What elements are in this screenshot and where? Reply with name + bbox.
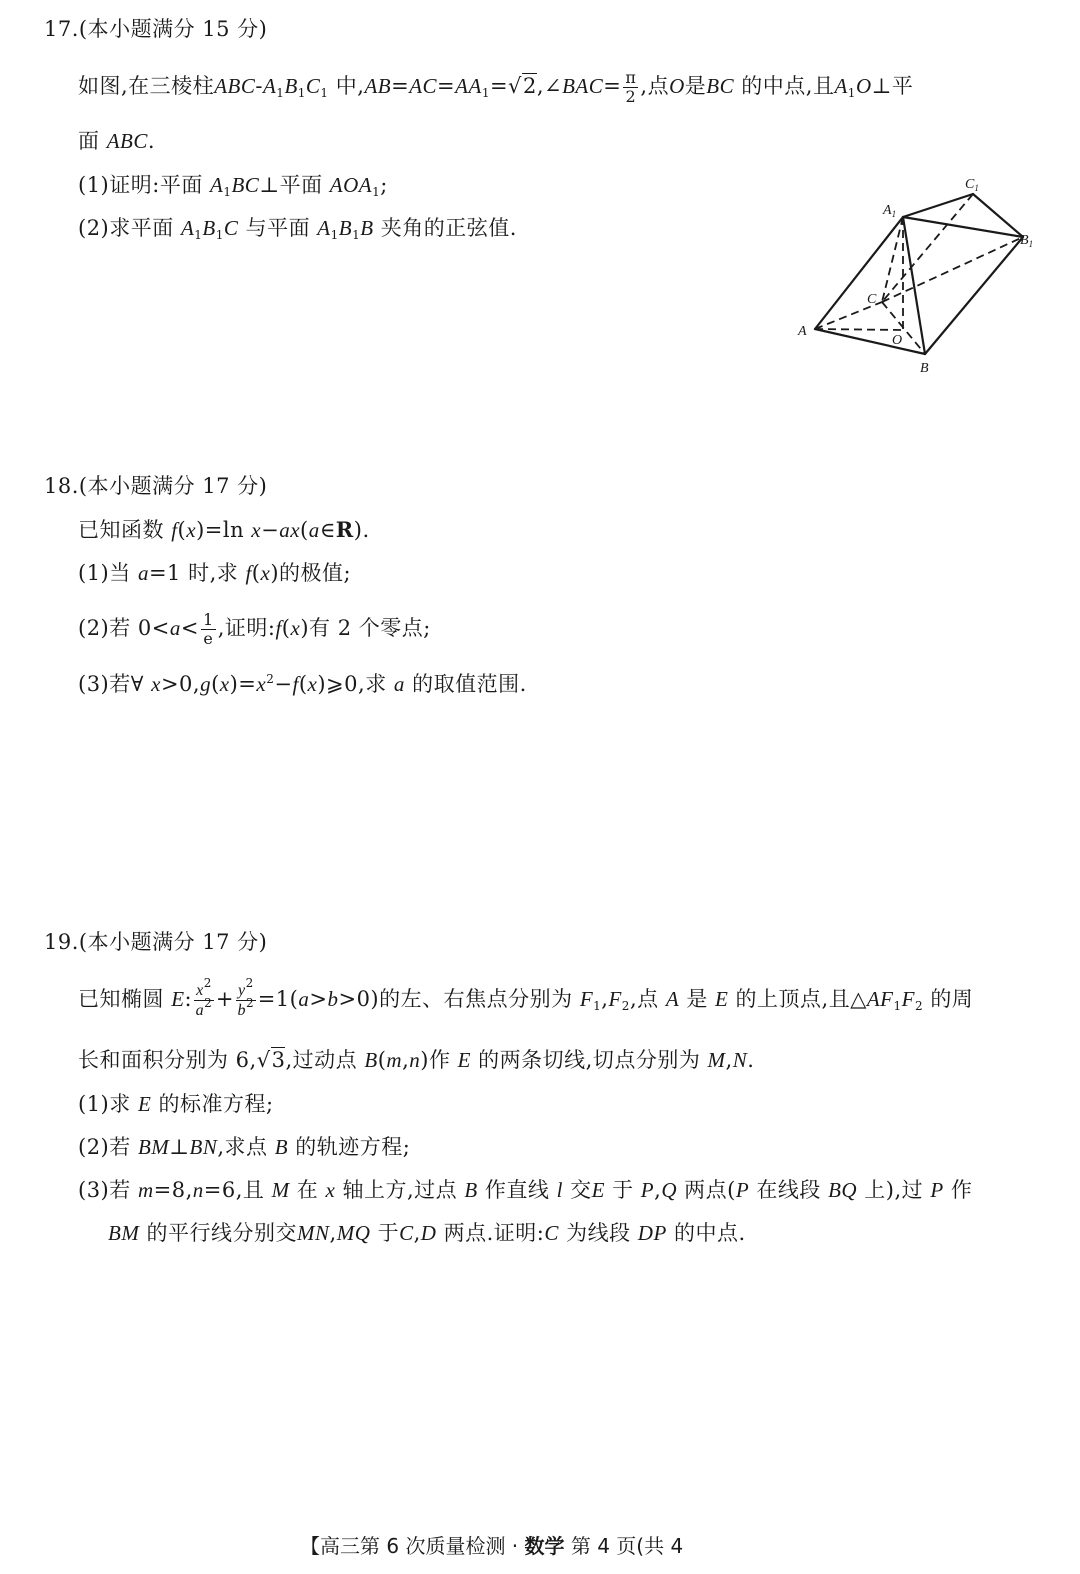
label-B1: $B_1$ xyxy=(1020,233,1034,249)
q18-part3: (3)若∀ $x>0,g(x)=x^2-f(x)⩾0$,求 a 的取值范围. xyxy=(78,672,527,696)
label-A: A xyxy=(798,324,807,339)
q17-header: 17.(本小题满分 15 分) xyxy=(44,17,268,41)
q18-part2: (2)若 0<a< $\frac{1}{e}$ ,证明:f(x)有 2 个零点; xyxy=(78,610,431,648)
q18-part1: (1)当 a=1 时,求 f(x)的极值; xyxy=(78,561,352,585)
page-footer xyxy=(300,1530,683,1559)
q17-part2: (2)求平面 $A_1B_1C$ 与平面 $A_1B_1B$ 夹角的正弦值. xyxy=(78,216,517,242)
q19-part2: (2)若 BM⊥BN,求点 B 的轨迹方程; xyxy=(78,1135,411,1159)
prism-figure xyxy=(790,172,1040,382)
q17-statement-line1: 如图,在三棱柱ABC-$A_1B_1C_1$ 中$,AB=AC=AA_1=√2,\angle BAC=$ $\frac{\pi}{2}$ ,点O是BC 的中点,且$A_1O\perp$平 xyxy=(78,68,914,106)
q18-header: 18.(本小题满分 17 分) xyxy=(44,474,268,498)
q19-part3-line1: (3)若 m=8,n=6,且 M 在 x 轴上方,过点 B 作直线 l 交E 于 P,Q 两点(P 在线段 BQ 上),过 P 作 xyxy=(78,1178,973,1202)
label-A1: $A_1$ xyxy=(883,203,897,219)
q17-part1: (1)证明:平面 $A_1BC\perp$平面 $AOA_1$; xyxy=(78,173,388,199)
footer-subject: 数学 xyxy=(524,1534,565,1558)
footer-page: 第 4 页(共 4 xyxy=(564,1534,684,1558)
q19-part3-line2: BM 的平行线分别交MN,MQ 于C,D 两点.证明:C 为线段 DP 的中点. xyxy=(108,1221,746,1245)
q18-statement: 已知函数 f(x)=ln x−ax(a∈R). xyxy=(78,517,370,542)
label-O: O xyxy=(892,333,903,348)
q19-header: 19.(本小题满分 17 分) xyxy=(44,930,268,954)
q19-part1: (1)求 E 的标准方程; xyxy=(78,1092,274,1116)
label-C1: $C_1$ xyxy=(965,177,979,193)
q19-statement-line1: 已知椭圆 E: $\frac{x^2}{a^2}$ + $\frac{y^2}{b^2}$ =1(a>b>0)的左、右焦点分别为 $F_1,F_2$,点 A 是 E 的上顶点,且$\triangle AF_1F_2$ 的周 xyxy=(78,976,974,1019)
q17-statement-line2: 面 ABC. xyxy=(78,129,156,153)
label-B: B xyxy=(920,361,929,376)
label-C: C xyxy=(867,292,877,307)
footer-title: 【高三第 6 次质量检测 · xyxy=(300,1534,525,1558)
q19-statement-line2: 长和面积分别为 6,√3,过动点 B(m,n)作 E 的两条切线,切点分别为 M,N. xyxy=(78,1048,755,1072)
